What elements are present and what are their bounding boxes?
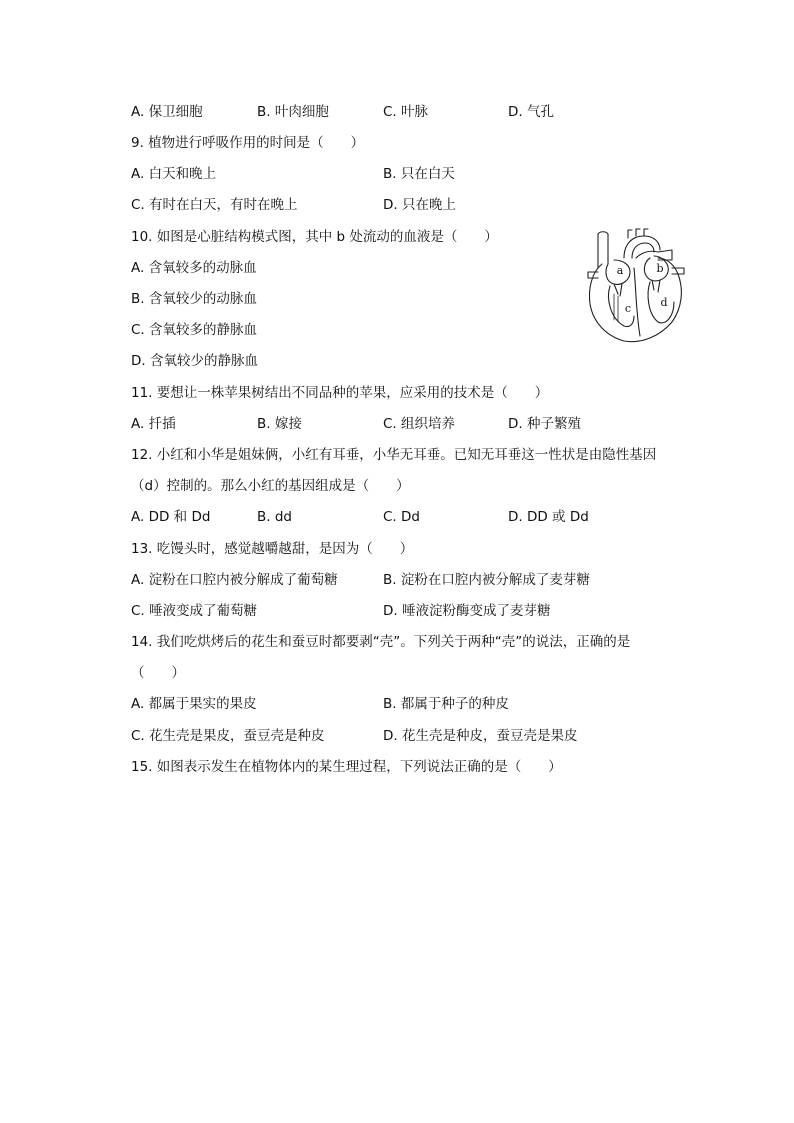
q8-option-d: D. 气孔 [508, 104, 554, 120]
q13-option-a: A. 淀粉在口腔内被分解成了葡萄糖 [131, 572, 338, 588]
aorta-inner-path [632, 243, 654, 258]
valve-left-path [614, 284, 622, 296]
vena-cava-path [598, 234, 608, 268]
q12-option-b: B. dd [257, 509, 292, 525]
q8-option-c: C. 叶脉 [383, 104, 429, 120]
aorta-arch-path [624, 236, 660, 258]
q9-option-a: A. 白天和晚上 [131, 166, 217, 182]
label-d: d [660, 296, 668, 309]
aorta-branch-caps-path [628, 229, 648, 230]
septum-path [634, 268, 640, 336]
q11-stem: 11. 要想让一株苹果树结出不同品种的苹果，应采用的技术是（ ） [131, 385, 549, 401]
q13-option-c: C. 唾液变成了葡萄糖 [131, 603, 258, 619]
q10-option-c: C. 含氧较多的静脉血 [131, 322, 258, 338]
q8-option-a: A. 保卫细胞 [131, 104, 203, 120]
q13-option-d: D. 唾液淀粉酶变成了麦芽糖 [383, 603, 551, 619]
q14-option-d: D. 花生壳是种皮，蚕豆壳是果皮 [383, 728, 578, 744]
q14-option-a: A. 都属于果实的果皮 [131, 696, 257, 712]
valve-right-path [652, 280, 660, 292]
q13-option-b: B. 淀粉在口腔内被分解成了麦芽糖 [383, 572, 590, 588]
q12-stem-line1: 12. 小红和小华是姐妹俩，小红有耳垂，小华无耳垂。已知无耳垂这一性状是由隐性基因 [131, 447, 657, 463]
q10-stem: 10. 如图是心脏结构模式图，其中 b 处流动的血液是（ ） [131, 229, 498, 245]
q12-option-d: D. DD 或 Dd [508, 509, 589, 525]
q11-option-c: C. 组织培养 [383, 416, 456, 432]
q14-stem-line1: 14. 我们吃烘烤后的花生和蚕豆时都要剥“壳”。下列关于两种“壳”的说法，正确的是 [131, 634, 631, 650]
q11-option-d: D. 种子繁殖 [508, 416, 581, 432]
pulmonary-artery-path [636, 250, 672, 260]
q14-option-b: B. 都属于种子的种皮 [383, 696, 509, 712]
q10-option-b: B. 含氧较少的动脉血 [131, 291, 257, 307]
q12-option-a: A. DD 和 Dd [131, 509, 211, 525]
q9-option-d: D. 只在晚上 [383, 197, 456, 213]
label-c: c [624, 302, 632, 315]
q11-option-b: B. 嫁接 [257, 416, 302, 432]
q14-option-c: C. 花生壳是果皮，蚕豆壳是种皮 [131, 728, 325, 744]
q8-option-b: B. 叶肉细胞 [257, 104, 329, 120]
q14-stem-line2: （ ） [131, 665, 185, 681]
vena-cava-top-path [598, 232, 608, 234]
q13-stem: 13. 吃馒头时，感觉越嚼越甜，是因为（ ） [131, 541, 414, 557]
q10-option-a: A. 含氧较多的动脉血 [131, 260, 257, 276]
q9-stem: 9. 植物进行呼吸作用的时间是（ ） [131, 135, 365, 151]
q15-stem: 15. 如图表示发生在植物体内的某生理过程，下列说法正确的是（ ） [131, 759, 562, 775]
label-b: b [656, 262, 664, 275]
heart-outline-path [590, 258, 682, 342]
q9-option-b: B. 只在白天 [383, 166, 455, 182]
q12-option-c: C. Dd [383, 509, 420, 525]
q10-option-d: D. 含氧较少的静脉血 [131, 353, 258, 369]
label-a: a [616, 264, 624, 277]
q12-stem-line2: （d）控制的。那么小红的基因组成是（ ） [131, 478, 410, 494]
heart-structure-diagram [584, 228, 686, 346]
q9-option-c: C. 有时在白天，有时在晚上 [131, 197, 298, 213]
q11-option-a: A. 扦插 [131, 416, 176, 432]
